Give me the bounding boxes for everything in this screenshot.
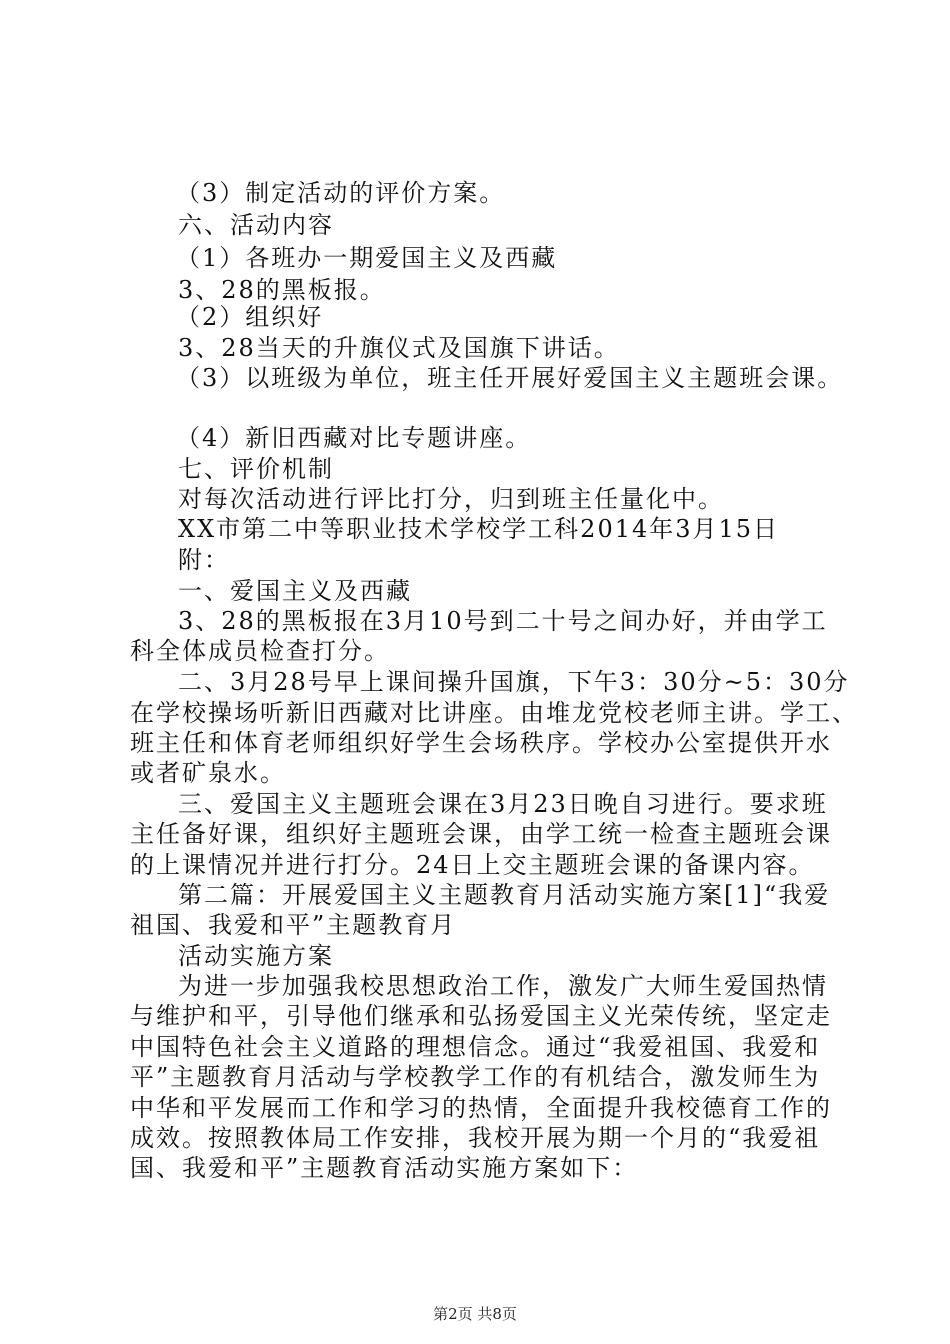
section-heading: 一、爱国主义及西藏 (178, 577, 412, 605)
text-line: （4）新旧西藏对比专题讲座。 (176, 424, 532, 452)
text-line: 3、28的黑板报。 (178, 276, 386, 304)
chapter-title-line: 第二篇：开展爱国主义主题教育月活动实施方案[1]“我爱 (178, 881, 831, 909)
paragraph-line: 成效。按照教体局工作安排，我校开展为期一个月的“我爱祖 (130, 1124, 821, 1152)
text-line: （3）以班级为单位，班主任开展好爱国主义主题班会课。 (176, 364, 844, 392)
text-line: 3、28当天的升旗仪式及国旗下讲话。 (178, 334, 620, 362)
paragraph-line: 或者矿泉水。 (130, 759, 286, 787)
chapter-subtitle: 活动实施方案 (178, 942, 334, 970)
paragraph-line: 为进一步加强我校思想政治工作，激发广大师生爱国热情 (178, 972, 828, 1000)
paragraph-line: 与维护和平，引导他们继承和弘扬爱国主义光荣传统，坚定走 (130, 1002, 832, 1030)
paragraph-line: 国、我爱和平”主题教育活动实施方案如下： (130, 1154, 639, 1182)
paragraph-line: 班主任和体育老师组织好学生会场秩序。学校办公室提供开水 (130, 729, 832, 757)
signature-line: XX市第二中等职业技术学校学工科2014年3月15日 (178, 515, 780, 543)
paragraph-line: 中华和平发展而工作和学习的热情，全面提升我校德育工作的 (130, 1094, 832, 1122)
text-line: （3）制定活动的评价方案。 (176, 179, 506, 207)
appendix-label: 附： (178, 546, 230, 574)
paragraph-line: 三、爱国主义主题班会课在3月23日晚自习进行。要求班 (178, 790, 828, 818)
paragraph-line: 的上课情况并进行打分。24日上交主题班会课的备课内容。 (130, 851, 815, 879)
text-line: 对每次活动进行评比打分，归到班主任量化中。 (178, 485, 724, 513)
paragraph-line: 3、28的黑板报在3月10号到二十号之间办好，并由学工 (178, 607, 828, 635)
paragraph-line: 中国特色社会主义道路的理想信念。通过“我爱祖国、我爱和 (130, 1033, 821, 1061)
paragraph-line: 主任备好课，组织好主题班会课，由学工统一检查主题班会课 (130, 820, 832, 848)
page-footer: 第2页 共8页 (433, 1305, 517, 1323)
paragraph-line: 科全体成员检查打分。 (130, 637, 390, 665)
paragraph-line: 二、3月28号早上课间操升国旗，下午3：30分~5：30分 (178, 668, 850, 696)
text-line: （1）各班办一期爱国主义及西藏 (176, 244, 558, 272)
paragraph-line: 在学校操场听新旧西藏对比讲座。由堆龙党校老师主讲。学工、 (130, 699, 858, 727)
chapter-title-line: 祖国、我爱和平”主题教育月 (130, 911, 457, 939)
section-heading: 六、活动内容 (178, 211, 334, 239)
paragraph-line: 平”主题教育月活动与学校教学工作的有机结合，激发师生为 (130, 1063, 821, 1091)
section-heading: 七、评价机制 (178, 455, 334, 483)
text-line: （2）组织好 (176, 303, 324, 331)
